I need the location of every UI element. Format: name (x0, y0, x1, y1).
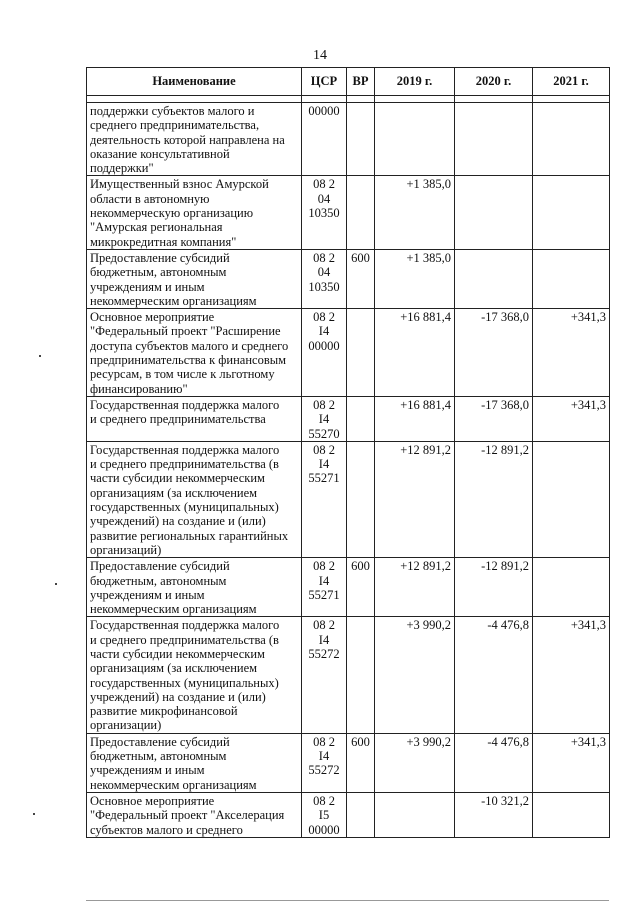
row-2021-value: +341,3 (570, 310, 606, 325)
table-row (87, 396, 610, 441)
row-csr-cell (302, 733, 347, 792)
header-spacer-row (87, 96, 610, 103)
row-name-line: доступа субъектов малого и среднего (90, 338, 289, 353)
row-2021-cell (533, 309, 610, 397)
margin-dot (55, 583, 57, 585)
row-name-line: части субсидии некоммерческим (90, 646, 265, 661)
row-name-line: "Федеральный проект "Расширение (90, 324, 281, 339)
row-name-line: финансированию" (90, 381, 188, 396)
row-csr-line: I4 (318, 632, 330, 647)
table-row (87, 441, 610, 557)
row-csr-cell (302, 249, 347, 308)
header-2019: 2019 г. (375, 68, 455, 96)
row-name-line: Предоставление субсидий (90, 734, 230, 749)
row-vr-cell (347, 441, 375, 557)
row-csr-line: I4 (318, 457, 330, 472)
row-name-line: некоммерческим организациям (90, 777, 257, 792)
row-name-line: организаций) (90, 542, 162, 557)
row-name-line: развитие микрофинансовой (90, 704, 238, 719)
row-2020-value: -4 476,8 (487, 734, 529, 749)
row-name-cell (87, 249, 302, 308)
row-name-line: Предоставление субсидий (90, 559, 230, 574)
table-row (87, 617, 610, 733)
row-csr-line: 08 2 (313, 793, 335, 808)
row-csr-cell (302, 396, 347, 441)
row-csr-line: 04 (317, 265, 331, 280)
row-name-line: поддержки" (90, 161, 154, 176)
margin-dot (33, 813, 35, 815)
row-2021-value: +341,3 (570, 397, 606, 412)
header-name: Наименование (87, 68, 302, 96)
row-2021-cell (533, 441, 610, 557)
row-vr-cell (347, 396, 375, 441)
row-csr-cell (302, 617, 347, 733)
row-vr-cell (347, 176, 375, 249)
row-2019-value: +1 385,0 (406, 250, 451, 265)
row-name-cell (87, 733, 302, 792)
row-2020-value: -17 368,0 (481, 310, 529, 325)
row-vr-cell (347, 558, 375, 617)
table-row (87, 733, 610, 792)
row-csr-cell (302, 558, 347, 617)
row-csr-line: 08 2 (313, 177, 335, 192)
row-csr-cell (302, 176, 347, 249)
row-csr-cell (302, 441, 347, 557)
row-csr-line: 08 2 (313, 310, 335, 325)
row-csr-line: I4 (318, 324, 330, 339)
row-2019-cell (375, 103, 455, 176)
row-name-line: организации) (90, 718, 162, 733)
row-csr-line: 55270 (308, 426, 340, 441)
row-csr-line: 10350 (308, 206, 340, 221)
row-2021-cell (533, 396, 610, 441)
row-csr-cell (302, 309, 347, 397)
row-2019-value: +16 881,4 (400, 310, 451, 325)
row-csr-line: 00000 (308, 338, 340, 353)
row-name-line: государственных (муниципальных) (90, 675, 279, 690)
row-name-line: предпринимательства к финансовым (90, 353, 287, 368)
row-vr-cell (347, 103, 375, 176)
row-name-line: государственных (муниципальных) (90, 500, 279, 515)
row-name-line: ресурсам, в том числе к льготному (90, 367, 275, 382)
row-name-line: учреждениям и иным (90, 279, 205, 294)
row-name-line: поддержки субъектов малого и (90, 104, 255, 118)
row-csr-line: 55271 (308, 471, 340, 486)
row-csr-line: 08 2 (313, 442, 335, 457)
margin-dot (39, 355, 41, 357)
row-csr-line: I4 (318, 573, 330, 588)
row-name-line: "Федеральный проект "Акселерация (90, 808, 285, 823)
row-2020-cell (455, 617, 533, 733)
row-csr-line: 55272 (308, 646, 340, 661)
row-2019-cell (375, 733, 455, 792)
row-2021-cell (533, 792, 610, 837)
row-vr-cell (347, 792, 375, 837)
row-name-line: некоммерческую организацию (90, 206, 254, 221)
table-row (87, 176, 610, 249)
row-2021-value: +341,3 (570, 734, 606, 749)
row-csr-line: 08 2 (313, 734, 335, 749)
table-body (87, 96, 610, 838)
table-row (87, 792, 610, 837)
row-name-line: некоммерческим организациям (90, 293, 257, 308)
row-name-line: учреждениям и иным (90, 587, 205, 602)
row-2020-value: -10 321,2 (481, 793, 529, 808)
row-2020-value: -4 476,8 (487, 618, 529, 633)
row-name-line: бюджетным, автономным (90, 265, 227, 280)
row-name-line: учреждений) на создание и (или) (90, 514, 266, 529)
row-name-line: и среднего предпринимательства (в (90, 457, 279, 472)
row-2020-value: -12 891,2 (481, 442, 529, 457)
budget-table (86, 67, 610, 838)
row-csr-line: 55272 (308, 763, 340, 778)
row-name-line: деятельность которой направлена на (90, 132, 285, 147)
row-vr-value: 600 (351, 250, 370, 265)
row-name-cell (87, 792, 302, 837)
row-2020-cell (455, 733, 533, 792)
row-2019-cell (375, 309, 455, 397)
row-2019-value: +3 990,2 (406, 618, 451, 633)
row-name-line: среднего предпринимательства, (90, 118, 260, 133)
row-2019-cell (375, 396, 455, 441)
row-name-line: части субсидии некоммерческим (90, 471, 265, 486)
row-2019-cell (375, 792, 455, 837)
row-name-line: Основное мероприятие (90, 793, 215, 808)
row-name-line: учреждений) на создание и (или) (90, 689, 266, 704)
row-name-cell (87, 617, 302, 733)
row-name-cell (87, 558, 302, 617)
row-2020-value: -12 891,2 (481, 559, 529, 574)
row-name-line: и среднего предпринимательства (в (90, 632, 279, 647)
row-name-line: Предоставление субсидий (90, 250, 230, 265)
row-2019-cell (375, 558, 455, 617)
table-row (87, 558, 610, 617)
row-csr-line: 04 (317, 191, 331, 206)
row-vr-cell (347, 617, 375, 733)
row-csr-line: 08 2 (313, 397, 335, 412)
row-name-line: организациям (за исключением (90, 485, 258, 500)
row-csr-line: 00000 (308, 822, 340, 837)
row-csr-line: I5 (318, 808, 330, 823)
row-name-cell (87, 396, 302, 441)
row-name-line: Государственная поддержка малого (90, 397, 280, 412)
row-2019-value: +16 881,4 (400, 397, 451, 412)
row-2019-cell (375, 249, 455, 308)
row-2020-value: -17 368,0 (481, 397, 529, 412)
bottom-rule (86, 900, 609, 901)
row-csr-line: 10350 (308, 279, 340, 294)
row-csr-cell (302, 792, 347, 837)
row-vr-cell (347, 733, 375, 792)
row-csr-line: 00000 (308, 104, 340, 118)
row-csr-cell (302, 103, 347, 176)
table-row (87, 103, 610, 176)
row-2020-cell (455, 441, 533, 557)
row-2019-value: +12 891,2 (400, 559, 451, 574)
header-csr: ЦСР (302, 68, 347, 96)
row-name-line: области в автономную (90, 191, 210, 206)
row-name-line: микрокредитная компания" (90, 234, 237, 249)
row-name-line: некоммерческим организациям (90, 602, 257, 617)
page-number: 14 (313, 48, 327, 63)
row-2019-value: +3 990,2 (406, 734, 451, 749)
row-csr-line: 55271 (308, 587, 340, 602)
row-csr-line: 08 2 (313, 618, 335, 633)
row-2021-cell (533, 558, 610, 617)
row-2021-cell (533, 733, 610, 792)
row-name-line: бюджетным, автономным (90, 749, 227, 764)
row-name-line: и среднего предпринимательства (90, 412, 266, 427)
row-name-line: Основное мероприятие (90, 310, 215, 325)
row-name-cell (87, 176, 302, 249)
row-2020-cell (455, 176, 533, 249)
header-2020: 2020 г. (455, 68, 533, 96)
row-2020-cell (455, 309, 533, 397)
row-name-line: "Амурская региональная (90, 220, 223, 235)
row-2021-cell (533, 103, 610, 176)
row-csr-line: 08 2 (313, 559, 335, 574)
row-2019-value: +1 385,0 (406, 177, 451, 192)
row-2019-cell (375, 617, 455, 733)
row-name-line: Государственная поддержка малого (90, 618, 280, 633)
row-2020-cell (455, 249, 533, 308)
row-vr-cell (347, 309, 375, 397)
row-2021-cell (533, 249, 610, 308)
table-row (87, 309, 610, 397)
row-name-line: Государственная поддержка малого (90, 442, 280, 457)
row-2021-cell (533, 176, 610, 249)
row-name-line: оказание консультативной (90, 146, 230, 161)
row-name-cell (87, 441, 302, 557)
row-name-line: субъектов малого и среднего (90, 822, 243, 837)
row-2019-cell (375, 176, 455, 249)
row-name-line: Имущественный взнос Амурской (90, 177, 269, 192)
row-name-cell (87, 103, 302, 176)
row-vr-cell (347, 249, 375, 308)
row-csr-line: 08 2 (313, 250, 335, 265)
row-2021-value: +341,3 (570, 618, 606, 633)
header-vr: ВР (347, 68, 375, 96)
row-2019-value: +12 891,2 (400, 442, 451, 457)
row-2020-cell (455, 558, 533, 617)
row-2020-cell (455, 792, 533, 837)
row-name-line: бюджетным, автономным (90, 573, 227, 588)
row-2020-cell (455, 103, 533, 176)
table-row (87, 249, 610, 308)
row-name-cell (87, 309, 302, 397)
row-csr-line: I4 (318, 412, 330, 427)
row-2019-cell (375, 441, 455, 557)
row-2021-cell (533, 617, 610, 733)
row-csr-line: I4 (318, 749, 330, 764)
row-name-line: развитие региональных гарантийных (90, 528, 289, 543)
row-name-line: учреждениям и иным (90, 763, 205, 778)
table-header-row (87, 68, 610, 96)
row-vr-value: 600 (351, 734, 370, 749)
row-2020-cell (455, 396, 533, 441)
row-name-line: организациям (за исключением (90, 661, 258, 676)
header-2021: 2021 г. (533, 68, 610, 96)
row-vr-value: 600 (351, 559, 370, 574)
